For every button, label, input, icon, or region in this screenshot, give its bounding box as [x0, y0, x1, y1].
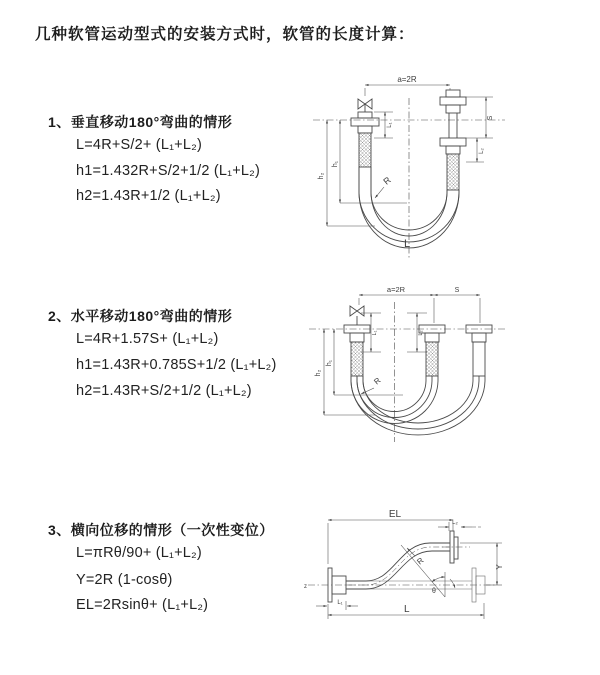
braided-hose-section [351, 342, 363, 376]
section2-heading: 2、水平移动180°弯曲的情形 [48, 308, 233, 324]
hose-u-bends-two-positions [351, 376, 485, 435]
end-fittings [344, 306, 492, 376]
dim-label-R: R [415, 555, 426, 567]
dim-label-span: a=2R [397, 75, 417, 84]
dim-label-L1: L₁ [372, 330, 378, 336]
dim-label-h-outer: h₂ [315, 369, 322, 377]
dim-label-L: L [404, 238, 411, 250]
page-title: 几种软管运动型式的安装方式时，软管的长度计算： [35, 26, 415, 43]
dim-label-Y: Y [495, 564, 504, 570]
section3-heading: 3、横向位移的情形（一次性变位） [48, 522, 274, 538]
left-end-fitting [351, 99, 379, 167]
dim-label-h-inner: h₁ [326, 359, 333, 367]
section2-formula-L: L=4R+1.57S+ (L₁+L₂) [76, 331, 219, 347]
dim-label-L: L [404, 604, 410, 615]
dim-label-L1: L₁ [337, 600, 343, 606]
dim-label-EL: EL [388, 509, 402, 520]
dim-label-R: R [372, 375, 383, 387]
braided-hose-section [359, 133, 371, 167]
dim-label-S: S [487, 115, 494, 121]
dim-label-L2: L₂ [479, 148, 485, 154]
dim-label-L2: L₂ [452, 520, 458, 526]
centerline-mark: z [304, 584, 307, 590]
dimension-lines [327, 85, 493, 226]
dim-label-h-inner: h₁ [332, 160, 339, 168]
section1-formula-L: L=4R+S/2+ (L₁+L₂) [76, 137, 202, 153]
centerlines [308, 547, 496, 585]
valve-icon [350, 306, 364, 316]
section3-formula-L: L=πRθ/90+ (L₁+L₂) [76, 545, 202, 561]
dim-label-S: S [454, 287, 460, 294]
dim-label-h-outer: h₂ [318, 172, 325, 180]
diagram-horizontal-180-bend [303, 280, 598, 452]
dim-label-theta: θ [432, 588, 436, 595]
dim-label-R: R [381, 174, 393, 187]
dimension-lines [324, 295, 480, 415]
section3-formula-Y: Y=2R (1-cosθ) [76, 572, 173, 588]
dim-label-span: a=2R [386, 285, 406, 294]
diagram-lateral-displacement [300, 498, 600, 650]
section3-formula-EL: EL=2Rsinθ+ (L₁+L₂) [76, 597, 209, 613]
section1-heading: 1、垂直移动180°弯曲的情形 [48, 114, 233, 130]
diagram-vertical-180-bend [303, 62, 598, 267]
braided-hose-section [426, 342, 438, 376]
displaced-hose [328, 531, 458, 602]
section2-formula-h2: h2=1.43R+S/2+1/2 (L₁+L₂) [76, 383, 252, 399]
section2-formula-h1: h1=1.43R+0.785S+1/2 (L₁+L₂) [76, 357, 277, 373]
right-end-fitting-two-positions [440, 90, 466, 190]
section1-formula-h1: h1=1.432R+S/2+1/2 (L₁+L₂) [76, 163, 261, 179]
braided-hose-section [447, 154, 459, 190]
dim-label-L2: L₂ [418, 330, 424, 336]
section1-formula-h2: h2=1.43R+1/2 (L₁+L₂) [76, 188, 221, 204]
dim-label-L1: L₁ [387, 122, 393, 128]
